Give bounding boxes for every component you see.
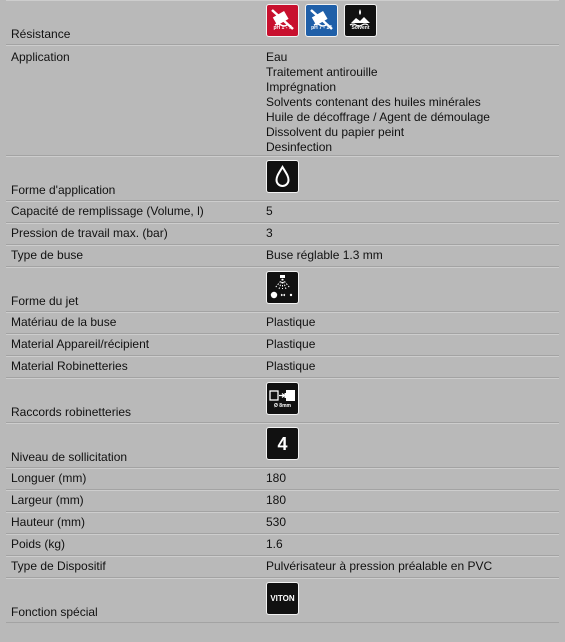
spec-row-application — [6, 45, 559, 156]
spec-row-niveau — [6, 423, 559, 468]
application-item: Desinfection — [266, 140, 333, 154]
spec-value-list — [262, 46, 559, 159]
spec-row-material-robinetteries — [6, 356, 559, 378]
drop-icon — [266, 160, 299, 193]
spec-icons — [262, 1, 559, 40]
spec-label: Capacité de remplissage (Volume, l) — [11, 204, 204, 218]
spec-label: Type de buse — [11, 248, 84, 262]
spec-value: 5 — [266, 204, 273, 218]
spec-row-raccords — [6, 378, 559, 423]
spec-label: Matériau de la buse — [11, 315, 117, 329]
spray-jet-icon — [266, 271, 299, 304]
spec-value: Pulvérisateur à pression préalable en PVC — [266, 559, 493, 573]
application-item: Solvents contenant des huiles minérales — [266, 95, 481, 109]
spec-row-capacite — [6, 201, 559, 223]
spec-label: Résistance — [11, 27, 71, 41]
spec-label: Longuer (mm) — [11, 471, 87, 485]
spec-row-materiau-buse — [6, 312, 559, 334]
spec-label: Hauteur (mm) — [11, 515, 86, 529]
spec-label: Niveau de sollicitation — [11, 450, 128, 464]
solvent-icon: Solvent — [344, 4, 377, 37]
spec-row-forme-application — [6, 156, 559, 201]
spec-label: Type de Dispositif — [11, 559, 106, 573]
spec-label: Poids (kg) — [11, 537, 66, 551]
spec-icons — [262, 157, 559, 196]
ph-alkaline-icon: pH 7 - 14 — [305, 4, 338, 37]
spec-label: Material Appareil/récipient — [11, 337, 150, 351]
spec-row-pression — [6, 223, 559, 245]
spec-icons — [262, 579, 559, 618]
spec-value: 180 — [266, 471, 287, 485]
spec-value: 3 — [266, 226, 273, 240]
spec-icons — [262, 379, 559, 418]
spec-row-type-buse — [6, 245, 559, 267]
application-item: Imprégnation — [266, 80, 337, 94]
hose-connector-icon: Ø 8mm — [266, 382, 299, 415]
spec-label: Application — [11, 50, 70, 64]
spec-label: Forme du jet — [11, 294, 79, 308]
spec-row-longuer — [6, 468, 559, 490]
viton-badge-icon: VITON — [266, 582, 299, 615]
spec-value: Plastique — [266, 315, 316, 329]
spec-label: Raccords robinetteries — [11, 405, 132, 419]
spec-icons — [262, 268, 559, 307]
spec-row-largeur — [6, 490, 559, 512]
application-item: Huile de décoffrage / Agent de démoulage — [266, 110, 490, 124]
spec-row-forme-jet — [6, 267, 559, 312]
spec-row-resistance — [6, 0, 559, 45]
spec-label: Fonction spécial — [11, 605, 98, 619]
spec-value: 530 — [266, 515, 287, 529]
spec-row-fonction-special — [6, 578, 559, 623]
application-item: Dissolvent du papier peint — [266, 125, 405, 139]
spec-row-type-dispositif — [6, 556, 559, 578]
spec-value: Buse réglable 1.3 mm — [266, 248, 383, 262]
spec-label: Material Robinetteries — [11, 359, 128, 373]
spec-label: Pression de travail max. (bar) — [11, 226, 168, 240]
spec-table — [6, 0, 559, 623]
application-item: Traitement antirouille — [266, 65, 378, 79]
spec-label: Forme d'application — [11, 183, 116, 197]
spec-row-material-appareil — [6, 334, 559, 356]
level-badge-icon: 4 — [266, 427, 299, 460]
spec-label: Largeur (mm) — [11, 493, 84, 507]
application-item: Eau — [266, 50, 288, 64]
spec-value: Plastique — [266, 359, 316, 373]
spec-row-hauteur — [6, 512, 559, 534]
spec-value: 180 — [266, 493, 287, 507]
spec-value: Plastique — [266, 337, 316, 351]
spec-icons — [262, 424, 559, 463]
spec-row-poids — [6, 534, 559, 556]
ph-acid-icon: pH 1 - 7 — [266, 4, 299, 37]
spec-value: 1.6 — [266, 537, 283, 551]
